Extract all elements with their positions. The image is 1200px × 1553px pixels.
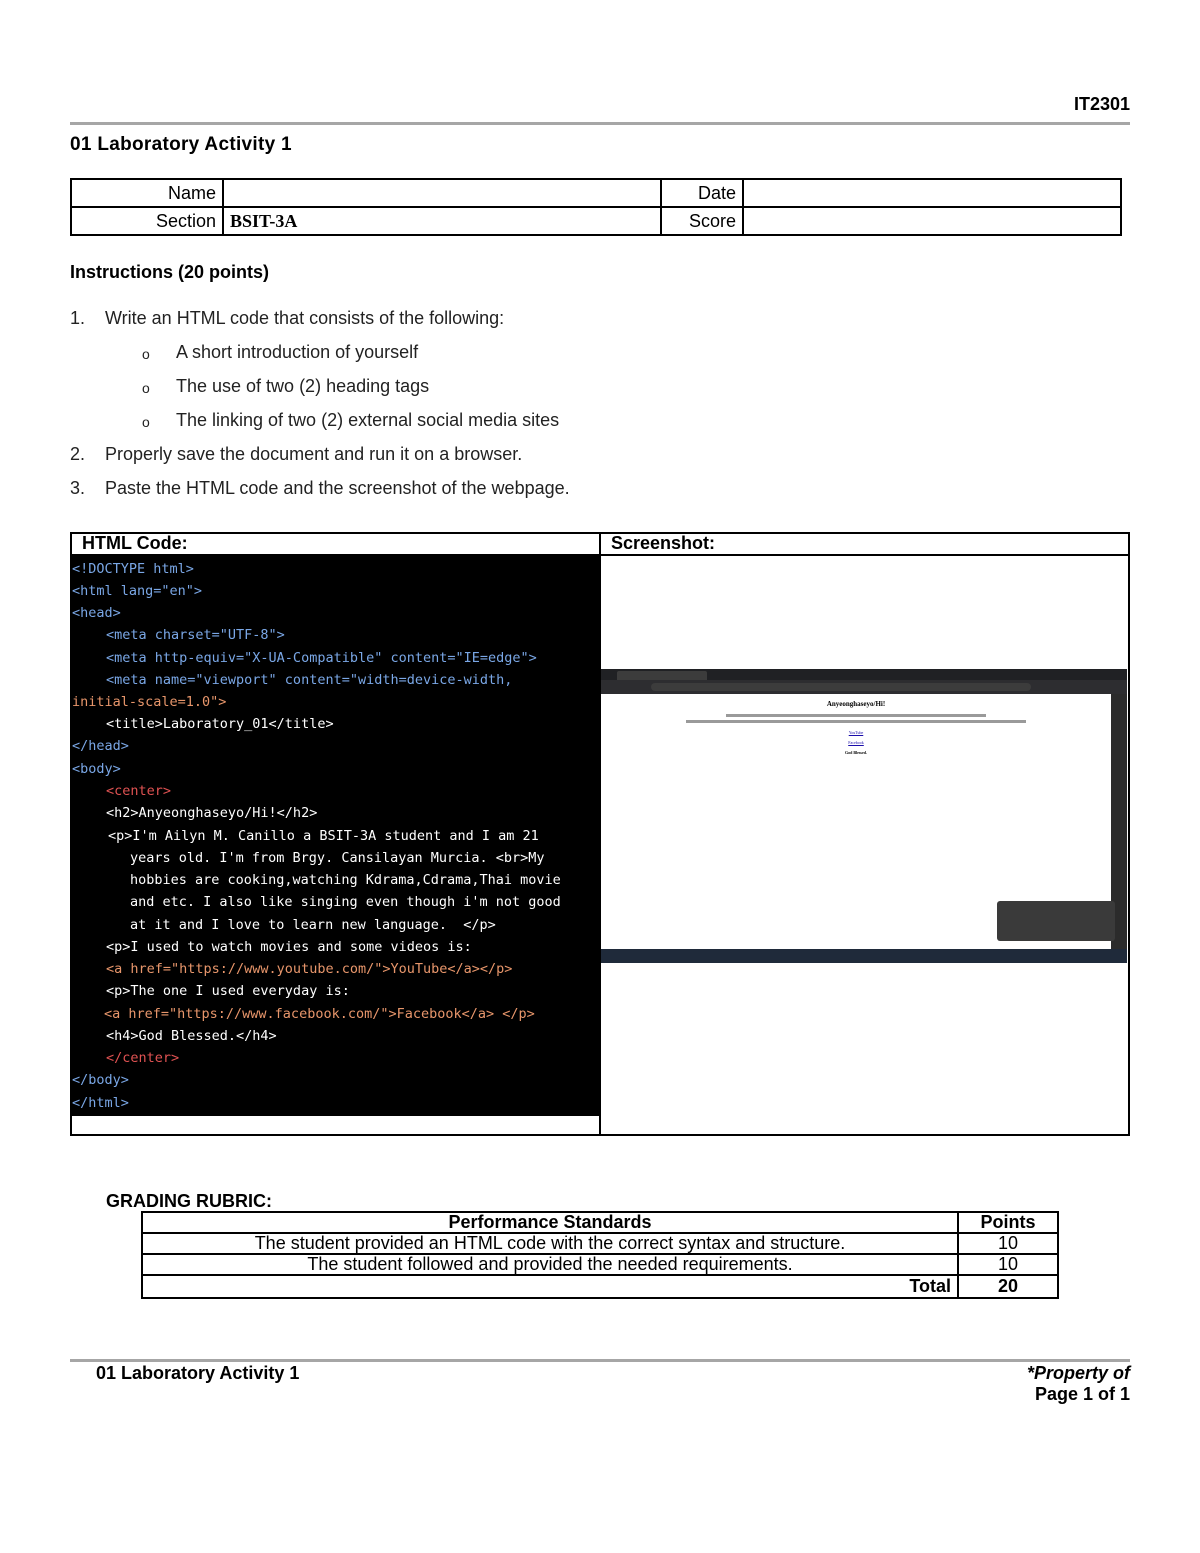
rubric-table bbox=[141, 1211, 1059, 1299]
code-line: <p>I used to watch movies and some videos is: bbox=[106, 939, 472, 955]
name-value[interactable] bbox=[223, 179, 661, 207]
screenshot-link-youtube[interactable]: YouTube bbox=[848, 730, 864, 735]
date-value[interactable] bbox=[743, 179, 1121, 207]
info-row-section bbox=[71, 207, 1121, 235]
instruction-list bbox=[70, 308, 970, 508]
code-line: <title>Laboratory_01</title> bbox=[106, 716, 334, 732]
rubric-points: 10 bbox=[958, 1233, 1058, 1254]
code-line: <meta name="viewport" content="width=device-width, bbox=[106, 672, 513, 688]
code-line: initial-scale=1.0"> bbox=[72, 694, 227, 710]
screenshot-link-facebook[interactable]: Facebook bbox=[848, 740, 864, 745]
header-rule bbox=[70, 122, 1130, 125]
code-line: <p>I'm Ailyn M. Canillo a BSIT-3A student and I am 21 bbox=[108, 828, 539, 844]
date-label: Date bbox=[661, 179, 743, 207]
code-line: </center> bbox=[106, 1050, 180, 1066]
sub-item: The linking of two (2) external social media sites bbox=[176, 410, 560, 430]
step-number: 2. bbox=[70, 444, 86, 464]
rubric-total-row bbox=[142, 1275, 1058, 1298]
step-number: 1. bbox=[70, 308, 86, 328]
rubric-standard: The student followed and provided the needed requirements. bbox=[142, 1254, 958, 1275]
code-line: </body> bbox=[72, 1072, 129, 1088]
step-text: Paste the HTML code and the screenshot of the webpage. bbox=[105, 478, 570, 498]
notification-toast[interactable] bbox=[997, 901, 1115, 941]
code-line: <p>The one I used everyday is: bbox=[106, 983, 350, 999]
step-number: 3. bbox=[70, 478, 86, 498]
browser-tab[interactable] bbox=[617, 671, 707, 680]
sub-item: The use of two (2) heading tags bbox=[176, 376, 430, 396]
code-line: and etc. I also like singing even though i'm not good bbox=[130, 894, 561, 910]
code-line: <meta http-equiv="X-UA-Compatible" content="IE=edge"> bbox=[106, 650, 537, 666]
code-line: <a href="https://www.youtube.com/">YouTube</a></p> bbox=[106, 961, 513, 977]
code-line: <meta charset="UTF-8"> bbox=[106, 627, 285, 643]
code-line: </head> bbox=[72, 738, 129, 754]
rubric-standard: The student provided an HTML code with the correct syntax and structure. bbox=[142, 1233, 958, 1254]
sub-item: A short introduction of yourself bbox=[176, 342, 419, 362]
webpage-screenshot bbox=[601, 669, 1127, 963]
rubric-row bbox=[142, 1254, 1058, 1275]
bullet-icon: o bbox=[142, 346, 150, 362]
rubric-row bbox=[142, 1233, 1058, 1254]
rubric-total-value: 20 bbox=[958, 1275, 1058, 1298]
bullet-icon: o bbox=[142, 380, 150, 396]
code-line: <h4>God Blessed.</h4> bbox=[106, 1028, 277, 1044]
rubric-header-row bbox=[142, 1212, 1058, 1233]
rubric-title: GRADING RUBRIC: bbox=[106, 1191, 272, 1211]
code-line: <html lang="en"> bbox=[72, 583, 203, 599]
document-title: 01 Laboratory Activity 1 bbox=[70, 134, 292, 155]
score-value[interactable] bbox=[743, 207, 1121, 235]
bullet-icon: o bbox=[142, 414, 150, 430]
code-line: <center> bbox=[106, 783, 172, 799]
screenshot-header: Screenshot: bbox=[611, 533, 716, 553]
html-code-block bbox=[72, 556, 600, 1115]
section-label: Section bbox=[71, 207, 223, 235]
footer-rule bbox=[70, 1359, 1130, 1362]
name-label: Name bbox=[71, 179, 223, 207]
screenshot-heading: Anyeonghaseyo/Hi! bbox=[826, 700, 886, 708]
student-info-table bbox=[70, 178, 1122, 236]
section-value[interactable]: BSIT-3A bbox=[223, 207, 661, 235]
rubric-col-standard: Performance Standards bbox=[142, 1212, 958, 1233]
footer-right bbox=[900, 1363, 1130, 1405]
course-code: IT2301 bbox=[1073, 94, 1130, 114]
code-line: <h2>Anyeonghaseyo/Hi!</h2> bbox=[106, 805, 318, 821]
score-label: Score bbox=[661, 207, 743, 235]
screenshot-closing: God Blessed. bbox=[844, 750, 867, 755]
browser-address-bar[interactable] bbox=[601, 680, 1127, 694]
step-text: Write an HTML code that consists of the following: bbox=[105, 308, 505, 328]
code-line: years old. I'm from Brgy. Cansilayan Murcia. <br>My bbox=[130, 850, 545, 866]
rubric-col-points: Points bbox=[958, 1212, 1058, 1233]
code-line: </html> bbox=[72, 1095, 129, 1111]
code-line: hobbies are cooking,watching Kdrama,Cdrama,Thai movie bbox=[130, 872, 561, 888]
rubric-total-label: Total bbox=[142, 1275, 958, 1298]
taskbar bbox=[601, 949, 1127, 963]
footer-title: 01 Laboratory Activity 1 bbox=[96, 1363, 300, 1383]
code-line: at it and I love to learn new language. </p> bbox=[130, 917, 496, 933]
code-line: <head> bbox=[72, 605, 121, 621]
code-line: <!DOCTYPE html> bbox=[72, 561, 194, 577]
rubric-points: 10 bbox=[958, 1254, 1058, 1275]
step-text: Properly save the document and run it on a browser. bbox=[105, 444, 523, 464]
code-line: <body> bbox=[72, 761, 121, 777]
footer-property: *Property of bbox=[1026, 1363, 1130, 1383]
footer-page-number: Page 1 of 1 bbox=[1034, 1384, 1130, 1404]
code-header: HTML Code: bbox=[82, 533, 188, 553]
code-line: <a href="https://www.facebook.com/">Facebook</a> </p> bbox=[104, 1006, 535, 1022]
info-row-name bbox=[71, 179, 1121, 207]
browser-tab-bar bbox=[601, 669, 1127, 680]
instructions-heading: Instructions (20 points) bbox=[70, 262, 270, 282]
